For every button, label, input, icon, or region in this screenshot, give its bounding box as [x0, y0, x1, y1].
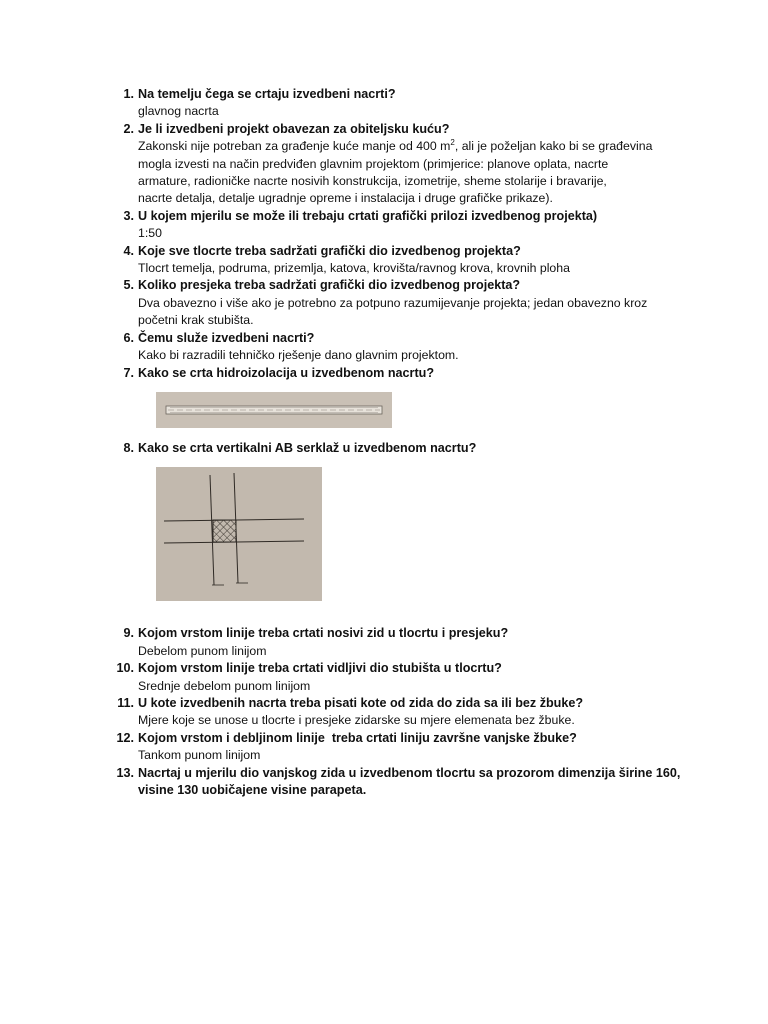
item-number: 8. — [123, 440, 134, 455]
item-number: 6. — [123, 330, 134, 345]
answer-text: armature, radioničke nacrte nosivih konstrukcija, izometrije, sheme stolarije i bravarije, — [138, 174, 607, 189]
item-number: 5. — [123, 278, 134, 293]
list-item — [0, 86, 698, 121]
list-item — [0, 277, 698, 329]
question-text: Kojom vrstom linije treba crtati vidljivi dio stubišta u tlocrtu? — [138, 661, 502, 676]
list-item — [0, 625, 698, 660]
item-number: 11. — [117, 695, 134, 710]
question-text: visine 130 uobičajene visine parapeta. — [138, 782, 367, 797]
list-item — [0, 121, 698, 208]
item-number: 7. — [123, 365, 134, 380]
list-item — [0, 695, 698, 730]
answer-text: Debelom punom linijom — [138, 643, 267, 658]
list-item — [0, 660, 698, 695]
column-drawing-photo — [156, 467, 322, 601]
question-list — [0, 86, 768, 799]
answer-text — [138, 138, 698, 155]
question-text: Na temelju čega se crtaju izvedbeni nacrti? — [138, 87, 396, 101]
hydroinsulation-drawing-photo — [156, 392, 392, 428]
item-number: 13. — [116, 765, 134, 780]
item-number: 9. — [123, 626, 134, 641]
answer-text: glavnog nacrta — [138, 104, 219, 119]
item-number: 3. — [123, 208, 134, 223]
answer-text: Srednje debelom punom linijom — [138, 678, 311, 693]
answer-text: Dva obavezno i više ako je potrebno za potpuno razumijevanje projekta; jedan obavezno kroz — [138, 295, 648, 310]
list-item — [0, 208, 698, 243]
vertical-tie-column-sketch-icon — [156, 467, 322, 601]
answer-text: Tankom punom linijom — [138, 748, 261, 763]
answer-text: mogla izvesti na način predviđen glavnim projektom (primjerice: planove oplata, nacrte — [138, 156, 609, 171]
question-text: U kote izvedbenih nacrta treba pisati kote od zida do zida sa ili bez žbuke? — [138, 695, 584, 710]
item-number: 2. — [123, 121, 134, 136]
question-text: Kako se crta vertikalni AB serklaž u izvedbenom nacrtu? — [138, 440, 477, 455]
answer-text: početni krak stubišta. — [138, 313, 254, 328]
item-number: 4. — [123, 243, 134, 258]
question-text: Koje sve tlocrte treba sadržati grafički dio izvedbenog projekta? — [138, 243, 521, 258]
superscript: 2 — [450, 138, 455, 148]
question-text: Kojom vrstom linije treba crtati nosivi zid u tlocrtu i presjeku? — [138, 626, 509, 641]
question-text: Nacrtaj u mjerilu dio vanjskog zida u izvedbenom tlocrtu sa prozorom dimenzija širine 160, — [138, 765, 681, 780]
question-text: Koliko presjeka treba sadržati grafički dio izvedbenog projekta? — [138, 278, 521, 293]
answer-text: nacrte detalja, detalje ugradnje opreme i instalacija i druge grafičke prikaze). — [138, 191, 553, 206]
list-item — [0, 243, 698, 278]
item-number: 12. — [116, 730, 134, 745]
answer-part: , ali je poželjan kako bi se građevina — [454, 139, 653, 154]
answer-text: Kako bi razradili tehničko rješenje dano glavnim projektom. — [138, 348, 459, 363]
list-item — [0, 440, 698, 601]
answer-text: Mjere koje se unose u tlocrte i presjeke zidarske su mjere elemenata bez žbuke. — [138, 713, 575, 728]
item-number: 1. — [123, 87, 134, 101]
item-number: 10. — [116, 661, 134, 676]
answer-part: Zakonski nije potreban za građenje kuće manje od 400 m — [138, 139, 451, 154]
question-text: Kojom vrstom i debljinom linije treba crtati liniju završne vanjske žbuke? — [138, 730, 577, 745]
question-text: U kojem mjerilu se može ili trebaju crtati grafički prilozi izvedbenog projekta) — [138, 208, 598, 223]
question-text: Čemu služe izvedbeni nacrti? — [138, 330, 315, 345]
list-item — [0, 730, 698, 765]
question-text: Je li izvedbeni projekt obavezan za obiteljsku kuću? — [138, 121, 450, 136]
list-item — [0, 765, 698, 800]
question-text: Kako se crta hidroizolacija u izvedbenom nacrtu? — [138, 365, 435, 380]
answer-text: 1:50 — [138, 226, 162, 241]
hydroinsulation-sketch-icon — [156, 392, 392, 428]
list-item — [0, 330, 698, 365]
answer-text: Tlocrt temelja, podruma, prizemlja, katova, krovišta/ravnog krova, krovnih ploha — [138, 261, 570, 276]
list-item — [0, 365, 698, 428]
